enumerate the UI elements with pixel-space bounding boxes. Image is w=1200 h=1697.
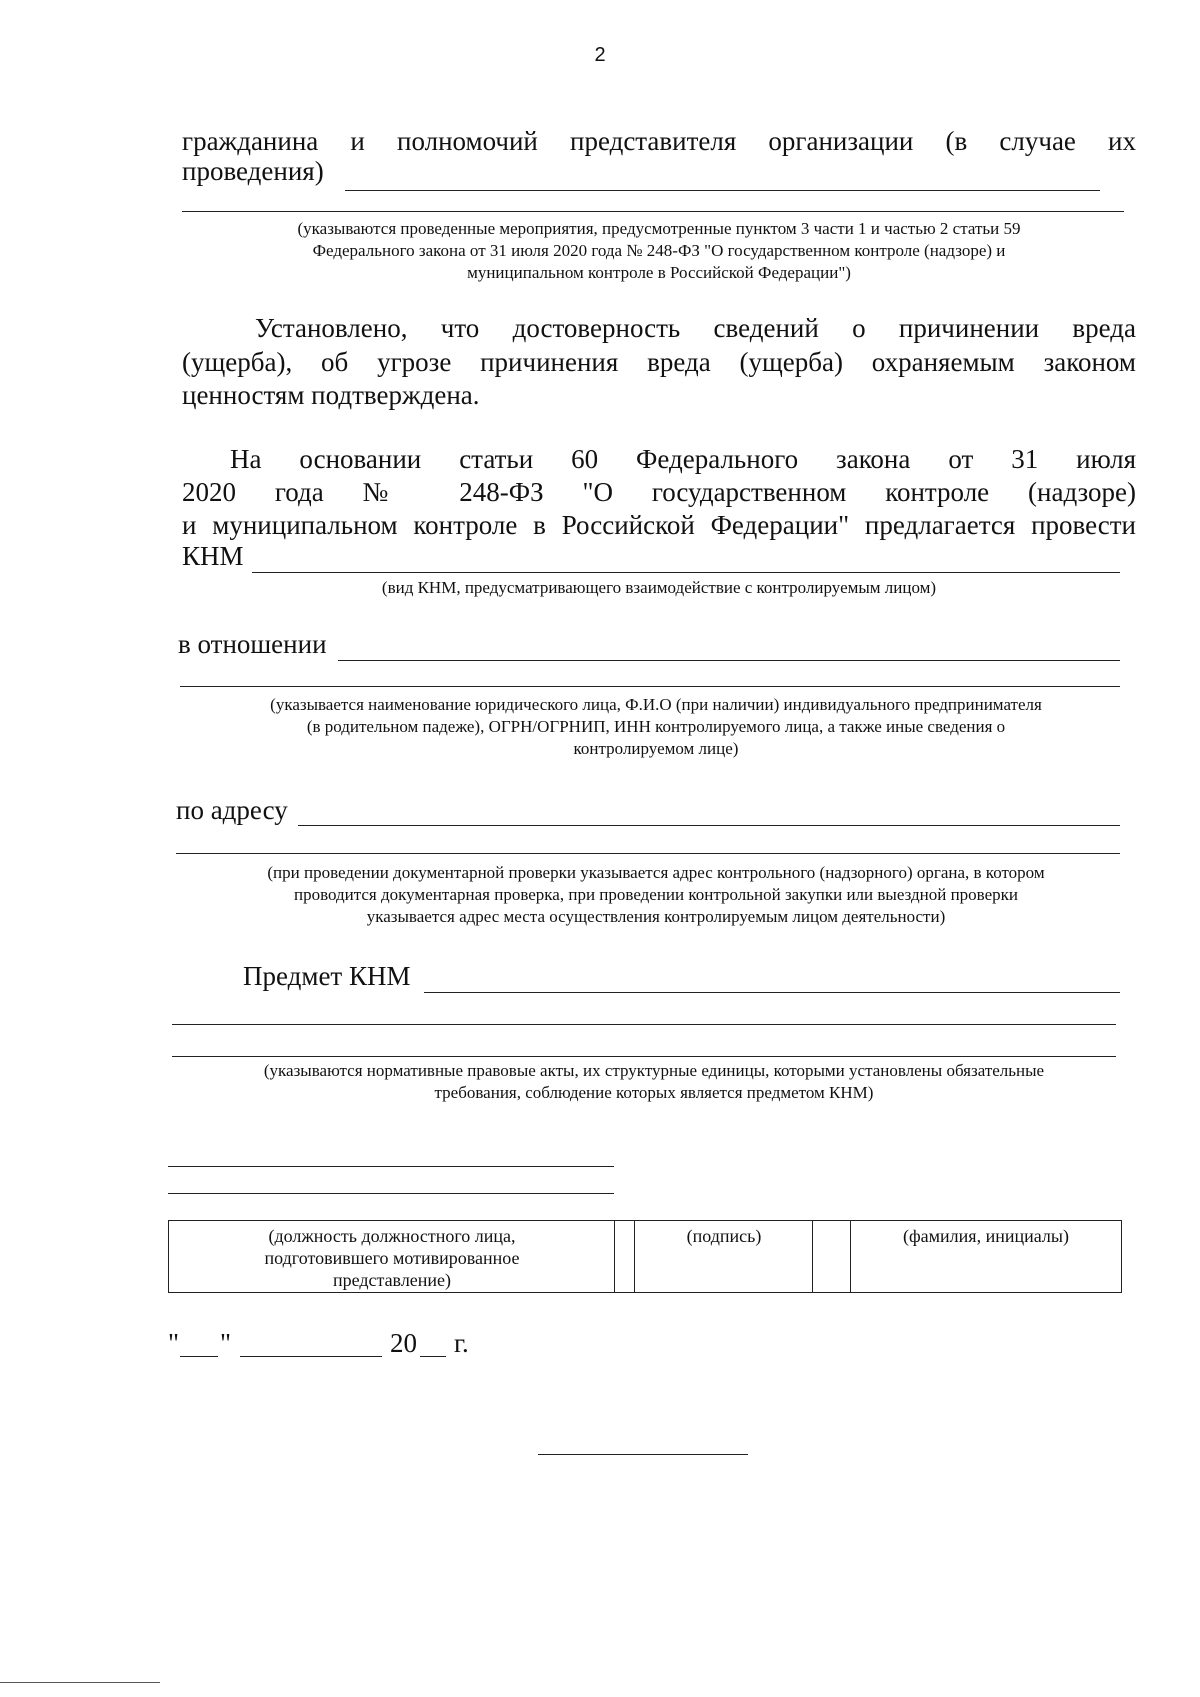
fill-line xyxy=(172,1024,1116,1025)
fill-line xyxy=(252,572,1120,573)
note-4 xyxy=(176,862,1136,928)
note-4-line-2: проводится документарная проверка, при проведении контрольной закупки или выездной проверки xyxy=(293,885,1019,904)
fill-line xyxy=(168,1166,614,1167)
table-divider xyxy=(850,1220,851,1293)
position-caption-line-3: представление) xyxy=(332,1270,452,1290)
address-label: по адресу xyxy=(176,795,288,825)
note-3 xyxy=(176,694,1136,760)
date-year-line xyxy=(420,1356,446,1357)
paragraph-3-line-4: КНМ xyxy=(182,541,244,571)
position-column xyxy=(170,1225,614,1291)
name-column: (фамилия, инициалы) xyxy=(903,1226,1069,1246)
date-month-line xyxy=(240,1356,382,1357)
note-3-line-3: контролируемом лице) xyxy=(573,739,739,758)
note-4-line-3: указывается адрес места осуществления контролируемым лицом деятельности) xyxy=(366,907,946,926)
subject-label: Предмет КНМ xyxy=(243,961,411,991)
fill-line xyxy=(338,660,1120,661)
paragraph-2-line-3: ценностям подтверждена. xyxy=(182,380,480,410)
paragraph-3-line-1: На основании статьи 60 Федерального закона от 31 июля xyxy=(230,444,1136,474)
note-4-line-1: (при проведении документарной проверки указывается адрес контрольного (надзорного) органа, в котором xyxy=(267,863,1045,882)
note-5 xyxy=(172,1060,1136,1104)
fill-line xyxy=(298,825,1120,826)
fill-line xyxy=(424,992,1120,993)
in-relation-label: в отношении xyxy=(178,629,327,659)
date-day-line xyxy=(180,1356,218,1357)
note-1 xyxy=(182,218,1136,284)
date-quote-open: " xyxy=(168,1328,180,1358)
date-quote-close: " xyxy=(220,1328,232,1358)
fill-line xyxy=(182,211,1124,212)
note-2: (вид КНМ, предусматривающего взаимодействие с контролируемым лицом) xyxy=(381,578,937,597)
note-5-line-2: требования, соблюдение которых является предметом КНМ) xyxy=(434,1083,874,1102)
paragraph-2-line-1: Установлено, что достоверность сведений о причинении вреда xyxy=(255,313,1136,343)
note-1-line-3: муниципальном контроле в Российской Федерации") xyxy=(467,263,851,282)
note-5-line-1: (указываются нормативные правовые акты, их структурные единицы, которыми установлены обязательные xyxy=(263,1061,1045,1080)
table-divider xyxy=(614,1220,615,1293)
position-caption-line-1: (должность должностного лица, xyxy=(268,1226,516,1246)
note-3-line-2: (в родительном падеже), ОГРН/ОГРНИП, ИНН контролируемого лица, а также иные сведения о xyxy=(306,717,1006,736)
end-rule xyxy=(538,1454,748,1455)
edge-mark xyxy=(0,1682,160,1683)
paragraph-1-line-2: проведения) xyxy=(182,156,324,186)
note-1-line-1: (указываются проведенные мероприятия, предусмотренные пунктом 3 части 1 и частью 2 статьи 59 xyxy=(297,219,1021,238)
fill-line xyxy=(168,1193,614,1194)
page-number: 2 xyxy=(594,44,606,66)
paragraph-2-line-2: (ущерба), об угрозе причинения вреда (ущерба) охраняемым законом xyxy=(182,347,1136,377)
paragraph-3-line-3: и муниципальном контроле в Российской Федерации" предлагается провести xyxy=(182,510,1136,540)
date-year-suffix: г. xyxy=(454,1328,469,1358)
table-divider xyxy=(812,1220,813,1293)
signature-column: (подпись) xyxy=(686,1226,762,1246)
fill-line xyxy=(345,190,1100,191)
fill-line xyxy=(172,1056,1116,1057)
fill-line xyxy=(176,853,1120,854)
position-caption-line-2: подготовившего мотивированное xyxy=(264,1248,520,1268)
note-3-line-1: (указывается наименование юридического лица, Ф.И.О (при наличии) индивидуального предпринимателя xyxy=(270,695,1042,714)
table-divider xyxy=(634,1220,635,1293)
date-year-prefix: 20 xyxy=(390,1328,417,1358)
note-1-line-2: Федерального закона от 31 июля 2020 года № 248-ФЗ "О государственном контроле (надзоре) и xyxy=(312,241,1006,260)
paragraph-1-line-1: гражданина и полномочий представителя организации (в случае их xyxy=(182,126,1136,156)
paragraph-3-line-2: 2020 года № 248-ФЗ "О государственном контроле (надзоре) xyxy=(182,477,1136,507)
fill-line xyxy=(180,686,1120,687)
